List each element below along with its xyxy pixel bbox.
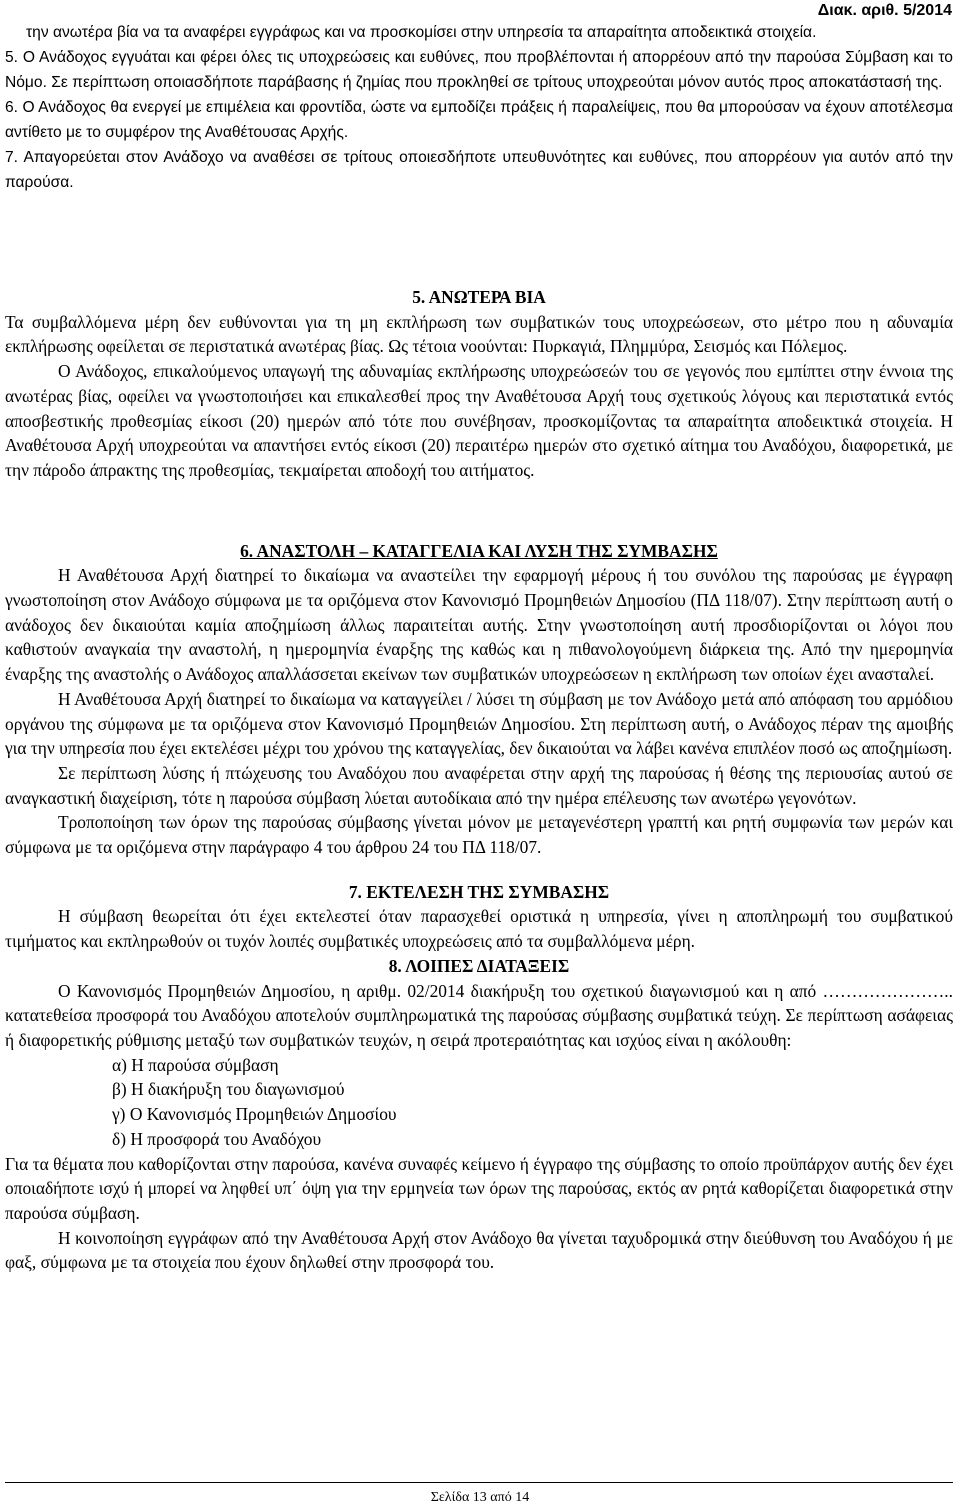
section-7-heading: 7. ΕΚΤΕΛΕΣΗ ΤΗΣ ΣΥΜΒΑΣΗΣ (348, 881, 610, 902)
list-item (5, 20, 953, 45)
section-8-heading: 8. ΛΟΙΠΕΣ ΔΙΑΤΑΞΕΙΣ (388, 955, 570, 976)
main-content (5, 285, 953, 1275)
list-item-text: Απαγορεύεται στον Ανάδοχο να αναθέσει σε τρίτους οποιεσδήποτε υπευθυνότητες και ευθύνες, που απορρέουν για αυτόν από την παρούσα. (5, 149, 953, 191)
section-6-paragraph: Τροποποίηση των όρων της παρούσας σύμβασης γίνεται μόνον με μεταγενέστερη γραπτή και ρητή συμφωνία των μερών και σύμφωνα με τα οριζόμενα στην παράγραφο 4 του άρθρου 24 του ΠΔ 118/07. (5, 812, 953, 858)
section-6-heading: 6. ΑΝΑΣΤΟΛΗ – ΚΑΤΑΓΓΕΛΙΑ ΚΑΙ ΛΥΣΗ ΤΗΣ ΣΥΜΒΑΣΗΣ (240, 540, 718, 561)
priority-list (5, 1053, 953, 1152)
section-8-paragraph: Η κοινοποίηση εγγράφων από την Αναθέτουσα Αρχή στον Ανάδοχο θα γίνεται ταχυδρομικά στην διεύθυνση του Αναδόχου ή με φαξ, σύμφωνα με τα στοιχεία που έχουν δηλωθεί στην προσφορά του. (5, 1227, 953, 1273)
list-item-text: την ανωτέρα βία να τα αναφέρει εγγράφως και να προσκομίσει στην υπηρεσία τα απαραίτητα αποδεικτικά στοιχεία. (26, 24, 817, 41)
list-item (5, 45, 953, 95)
list-item-number: 6. (5, 99, 19, 116)
section-8-paragraph: Για τα θέματα που καθορίζονται στην παρούσα, κανένα συναφές κείμενο ή έγγραφο της σύμβασης το οποίο προϋπάρχον αυτής δεν έχει οποιαδήποτε ισχύ ή μπορεί να ληφθεί υπ΄ όψη για την ερμηνεία των όρων της παρούσας, εκτός αν ρητά καθορίζεται διαφορετικά στην παρούσα σύμβαση. (5, 1153, 953, 1223)
document-reference: Διακ. αριθ. 5/2014 (817, 2, 952, 19)
obligations-list (5, 20, 953, 195)
section-5-paragraph: Τα συμβαλλόμενα μέρη δεν ευθύνονται για τη μη εκπλήρωση των συμβατικών τους υποχρεώσεων, στο μέτρο που η αδυναμία εκπλήρωσης οφείλεται σε περιστατικά ανωτέρας βίας. Ως τέτοια νοούνται: Πυρκαγιά, Πλημμύρα, Σεισμός και Πόλεμος. (5, 311, 953, 357)
section-6-paragraph: Σε περίπτωση λύσης ή πτώχευσης του Αναδόχου που αναφέρεται στην αρχή της παρούσας ή θέσης της περιουσίας αυτού σε αναγκαστική διαχείριση, τότε η παρούσα σύμβαση λύεται αυτοδίκαια από την ημέρα επέλευσης των ανωτέρω γεγονότων. (5, 762, 953, 808)
section-spacer (5, 860, 953, 880)
section-7-paragraph: Η σύμβαση θεωρείται ότι έχει εκτελεστεί όταν παρασχεθεί οριστικά η υπηρεσία, γίνει η αποπληρωμή του συμβατικού τιμήματος και εκπληρωθούν οι τυχόν λοιπές συμβατικές υποχρεώσεις από τα συμβαλλόμενα μέρη. (5, 906, 953, 952)
list-item-text: Ο Ανάδοχος θα ενεργεί με επιμέλεια και φροντίδα, ώστε να εμποδίζει πράξεις ή παραλείψεις, που θα μπορούσαν να έχουν αποτέλεσμα αντίθετο με το συμφέρον της Αναθέτουσας Αρχής. (5, 99, 953, 141)
section-6-paragraph: Η Αναθέτουσα Αρχή διατηρεί το δικαίωμα να καταγγείλει / λύσει τη σύμβαση με τον Ανάδοχο μετά από απόφαση του αρμόδιου οργάνου της σύμφωνα με τα οριζόμενα στον Κανονισμό Προμηθειών Δημοσίου. Στη περίπτωση αυτή, ο Ανάδοχος πέραν της αμοιβής για την υπηρεσία που έχει εκτελέσει μέχρι του χρόνου της καταγγελίας, δεν δικαιούται να λάβει κανένα επιπλέον ποσό ως αποζημίωση. (5, 688, 953, 759)
list-item: δ) Η προσφορά του Αναδόχου (112, 1128, 322, 1149)
list-item: γ) Ο Κανονισμός Προμηθειών Δημοσίου (112, 1104, 397, 1125)
section-5-heading: 5. ΑΝΩΤΕΡΑ ΒΙΑ (412, 287, 546, 307)
section-spacer (5, 483, 953, 539)
section-6-paragraph: Η Αναθέτουσα Αρχή διατηρεί το δικαίωμα να αναστείλει την εφαρμογή μέρους ή του συνόλου της παρούσας με έγγραφη γνωστοποίηση στον Ανάδοχο σύμφωνα με τα οριζόμενα στον Κανονισμό Προμηθειών Δημοσίου (ΠΔ 118/07). Στην περίπτωση αυτή ο ανάδοχος δεν δικαιούται καμία αποζημίωση άλλως παραιτείται αυτής. Στην γνωστοποίηση αυτή προσδιορίζονται οι λόγοι που καθιστούν αναγκαία την αναστολή, η ημερομηνία έναρξης της καθώς και η πιθανολογούμενη διάρκεια της. Από την ημερομηνία έναρξης της αναστολής ο Ανάδοχος απαλλάσσεται εκείνων των συμβατικών υποχρεώσεων η εκπλήρωση των οποίων έχει ανασταλεί. (5, 565, 953, 685)
list-item (5, 95, 953, 145)
footer-divider (5, 1482, 953, 1483)
section-5-paragraph: Ο Ανάδοχος, επικαλούμενος υπαγωγή της αδυναμίας εκπλήρωσης υποχρεώσεών του σε γεγονός που εμπίπτει στην έννοια της ανωτέρας βίας, οφείλει να γνωστοποιήσει και επικαλεσθεί προς την Αναθέτουσα Αρχή τους σχετικούς λόγους και περιστατικά εντός αποσβεστικής προθεσμίας είκοσι (20) ημερών από τότε που συνέβησαν, προσκομίζοντας τα απαραίτητα αποδεικτικά στοιχεία. Η Αναθέτουσα Αρχή υποχρεούται να απαντήσει εντός είκοσι (20) περαιτέρω ημερών στο σχετικό αίτημα του Αναδόχου, διαφορετικά, με την πάροδο άπρακτης της προθεσμίας, τεκμαίρεται αποδοχή του αιτήματος. (5, 361, 953, 480)
list-item-text: Ο Ανάδοχος εγγυάται και φέρει όλες τις υποχρεώσεις και ευθύνες, που προβλέπονται ή απορρέουν από την παρούσα Σύμβαση και το Νόμο. Σε περίπτωση οποιασδήποτε παράβασης ή ζημίας που προκληθεί σε τρίτους υποχρεούται μόνον αυτός προς αποκατάστασή της. (5, 49, 953, 91)
list-item: α) Η παρούσα σύμβαση (112, 1054, 279, 1075)
page-number: Σελίδα 13 από 14 (430, 1490, 530, 1505)
list-item-number: 7. (5, 149, 19, 166)
section-8-intro: Ο Κανονισμός Προμηθειών Δημοσίου, η αριθμ. 02/2014 διακήρυξη του σχετικού διαγωνισμού και η από ………………….. κατατεθείσα προσφορά του Αναδόχου αποτελούν συμπληρωματικά της παρούσας σύμβασης συμβατικά τεύχη. Σε περίπτωση ασάφειας ή διαφορετικής ρύθμισης μεταξύ των συμβατικών τευχών, η σειρά προτεραιότητας και ισχύος είναι η ακόλουθη: (5, 980, 953, 1050)
list-item-number: 5. (5, 49, 19, 66)
list-item (5, 145, 953, 195)
list-item: β) Η διακήρυξη του διαγωνισμού (112, 1079, 345, 1100)
